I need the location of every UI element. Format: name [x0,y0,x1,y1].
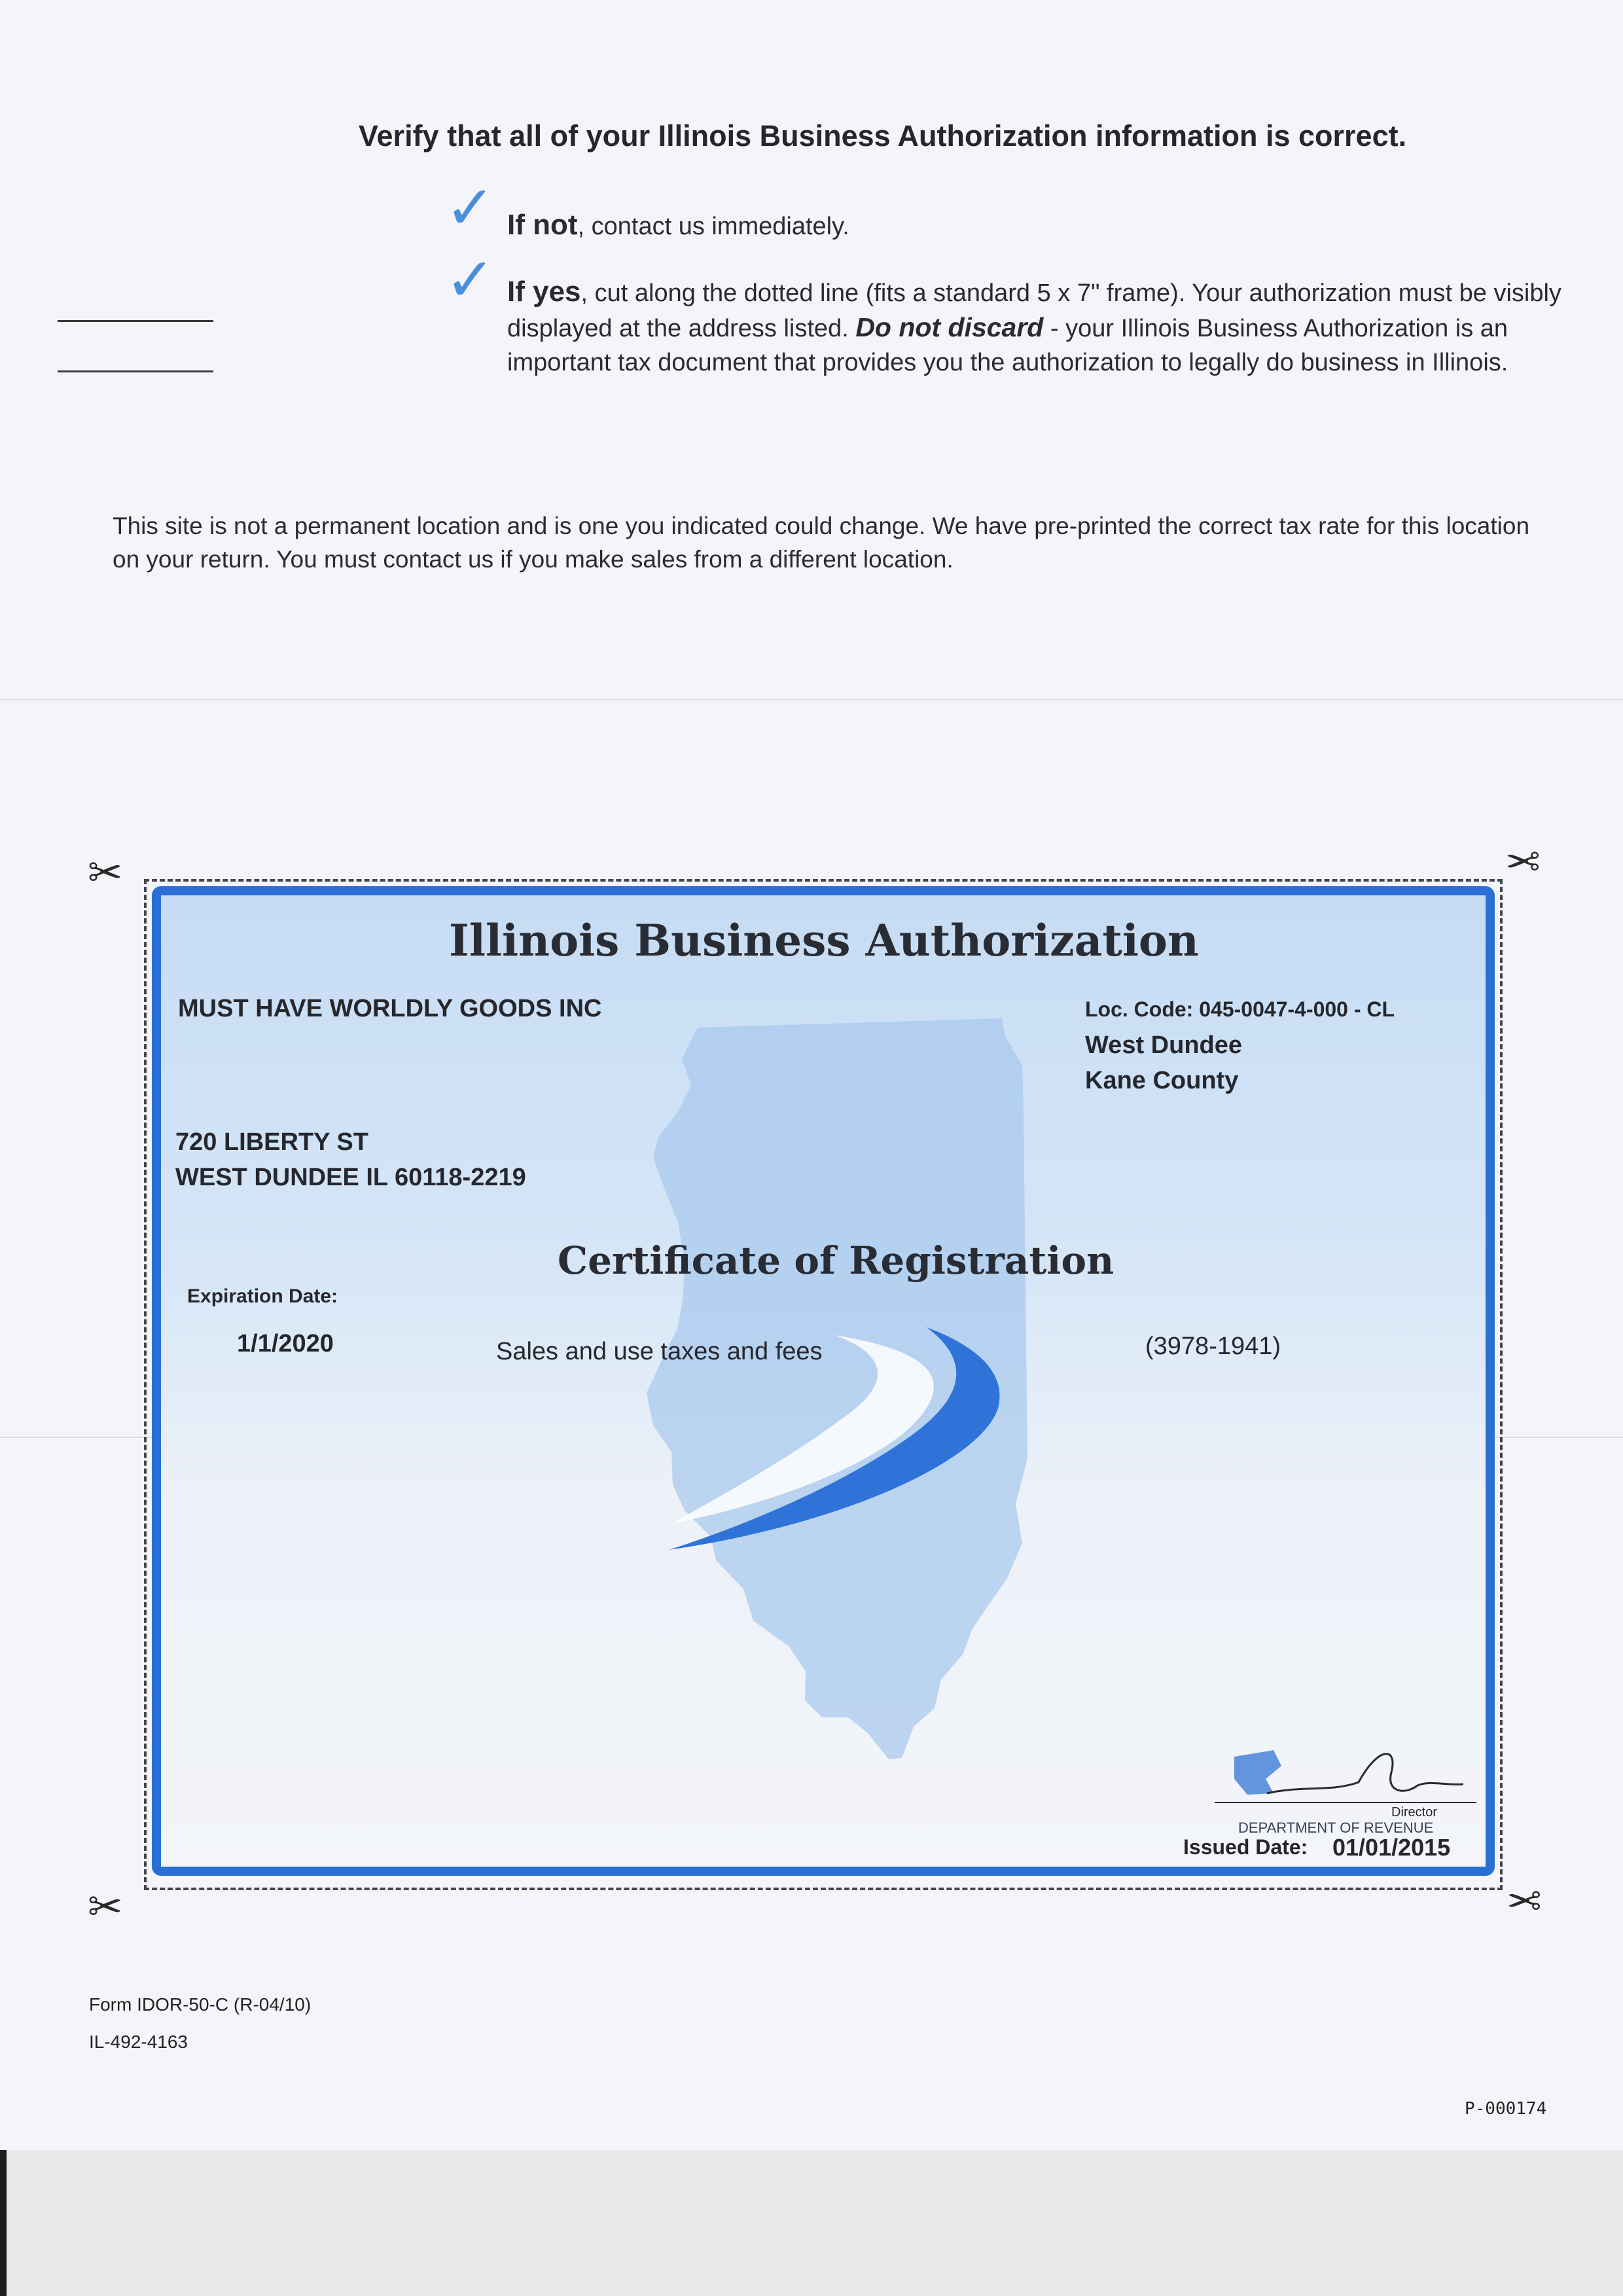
certificate-title: Illinois Business Authorization [449,915,1199,966]
if-yes-text: , cut along the dotted line (fits a standard 5 x 7" frame). Your authorization must be visibly displayed at the address listed. [507,279,1561,342]
director-label: Director [1391,1805,1438,1820]
do-not-discard-emphasis: Do not discard [855,312,1044,342]
fold-line [0,699,1623,700]
checkmark-icon: ✓ [445,173,496,243]
city: West Dundee [1085,1031,1243,1059]
scissors-icon: ✂ [88,849,123,897]
scissors-icon: ✂ [88,1883,123,1931]
expiration-date: 1/1/2020 [237,1330,334,1357]
pen-mark [58,320,213,322]
department-label: DEPARTMENT OF REVENUE [1238,1820,1434,1836]
scan-background [0,2150,1623,2296]
if-not-text: , contact us immediately. [577,213,849,240]
if-yes-text-continued: - your Illinois Business Authorization is an important tax document that provides you the authorization to legally do business in Illinois. [507,315,1508,376]
business-authorization-certificate [152,886,1495,1876]
checkmark-icon: ✓ [445,245,496,315]
scissors-icon: ✂ [1505,838,1541,887]
account-number: (3978-1941) [1145,1333,1281,1360]
illinois-map-graphic [161,895,1486,1867]
if-not-label: If not [507,209,578,241]
county: Kane County [1085,1067,1239,1094]
if-not-instruction [507,208,1554,243]
location-notice: This site is not a permanent location and is one you indicated could change. We have pre-printed the correct tax rate for this location on your return. You must contact us if you make sales from a different location. [113,512,1530,573]
business-name: MUST HAVE WORLDLY GOODS INC [178,995,602,1022]
issued-date-label: Issued Date: [1183,1835,1308,1859]
scan-edge [0,2150,7,2296]
pen-mark [58,370,213,372]
address-line-1: 720 LIBERTY ST [175,1128,368,1156]
page-id: P-000174 [1465,2099,1547,2119]
tax-type: Sales and use taxes and fees [496,1338,823,1365]
department-seal [1234,1750,1281,1795]
certificate-subtitle: Certificate of Registration [558,1238,1115,1283]
expiration-label: Expiration Date: [187,1285,338,1307]
director-signature [1267,1754,1463,1793]
if-yes-label: If yes [507,276,581,308]
printer-code: IL-492-4163 [89,2032,188,2052]
if-yes-instruction [507,275,1567,380]
scissors-icon: ✂ [1507,1878,1542,1926]
form-number: Form IDOR-50-C (R-04/10) [89,1994,312,2015]
page-title: Verify that all of your Illinois Business Authorization information is correct. [359,119,1407,152]
address-line-2: WEST DUNDEE IL 60118-2219 [175,1164,526,1191]
location-code: Loc. Code: 045-0047-4-000 - CL [1085,997,1395,1021]
issued-date: 01/01/2015 [1332,1834,1451,1861]
